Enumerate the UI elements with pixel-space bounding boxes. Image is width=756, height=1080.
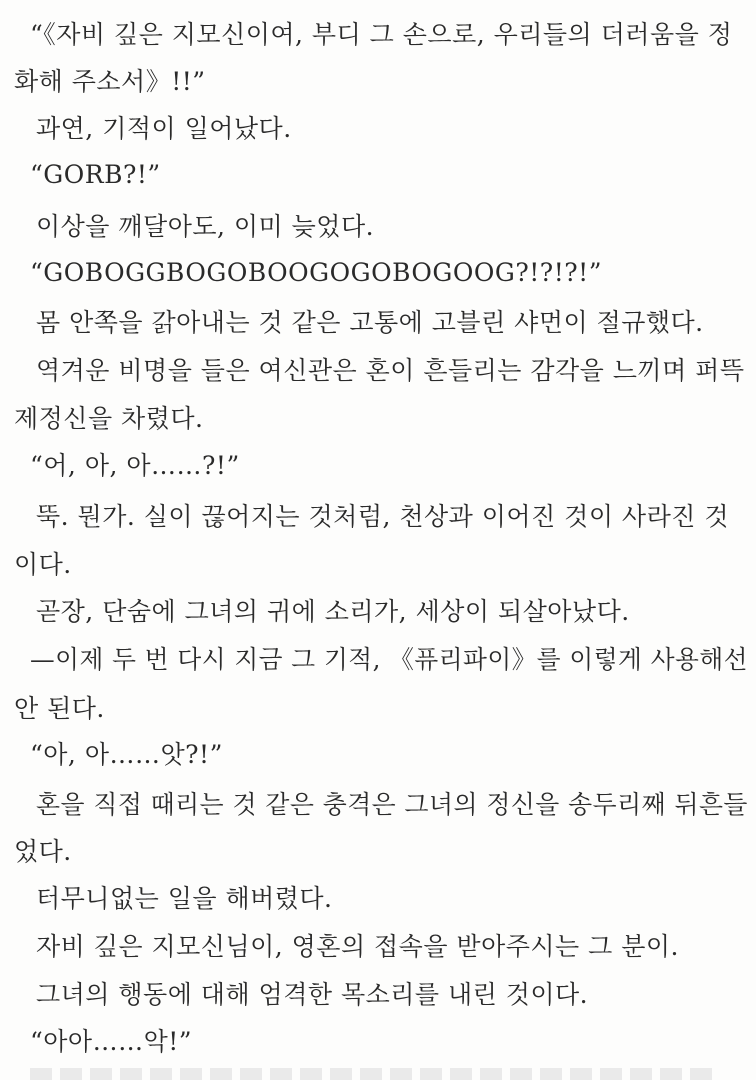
text-line: “아아……악!” xyxy=(30,1027,193,1056)
text-line: 그녀의 행동에 대해 엄격한 목소리를 내린 것이다. xyxy=(36,980,589,1009)
text-line: “《자비 깊은 지모신이여, 부디 그 손으로, 우리들의 더러움을 정 xyxy=(30,20,733,49)
text-line: 뚝. 뭔가. 실이 끊어지는 것처럼, 천상과 이어진 것이 사라진 것 xyxy=(36,502,729,531)
text-line: 몸 안쪽을 갉아내는 것 같은 고통에 고블린 샤먼이 절규했다. xyxy=(36,308,704,337)
text-line: “어, 아, 아……?!” xyxy=(30,451,240,480)
text-line: “GORB?!” xyxy=(30,160,161,189)
text-line: 이다. xyxy=(14,550,72,579)
text-line: 과연, 기적이 일어났다. xyxy=(36,114,292,143)
text-line: 이상을 깨달아도, 이미 늦었다. xyxy=(36,212,375,241)
text-line: 터무니없는 일을 해버렸다. xyxy=(36,884,333,913)
text-line: 자비 깊은 지모신님이, 영혼의 접속을 받아주시는 그 분이. xyxy=(36,932,679,961)
text-line: 역겨운 비명을 들은 여신관은 혼이 흔들리는 감각을 느끼며 퍼뜩 xyxy=(36,356,745,385)
text-line: “GOBOGGBOGOBOOGOGOBOGOOG?!?!?!” xyxy=(30,258,602,287)
text-line: 제정신을 차렸다. xyxy=(14,404,204,433)
text-line: “아, 아……앗?!” xyxy=(30,740,223,769)
text-line: 안 된다. xyxy=(14,694,105,723)
text-line: 었다. xyxy=(14,837,72,866)
text-line: 곧장, 단숨에 그녀의 귀에 소리가, 세상이 되살아났다. xyxy=(36,597,630,626)
text-line: 화해 주소서》!!” xyxy=(14,67,206,96)
text-line: —이제 두 번 다시 지금 그 기적, 《퓨리파이》를 이렇게 사용해선 xyxy=(30,645,748,674)
cut-off-line xyxy=(30,1068,720,1080)
text-line: 혼을 직접 때리는 것 같은 충격은 그녀의 정신을 송두리째 뒤흔들 xyxy=(36,790,748,819)
